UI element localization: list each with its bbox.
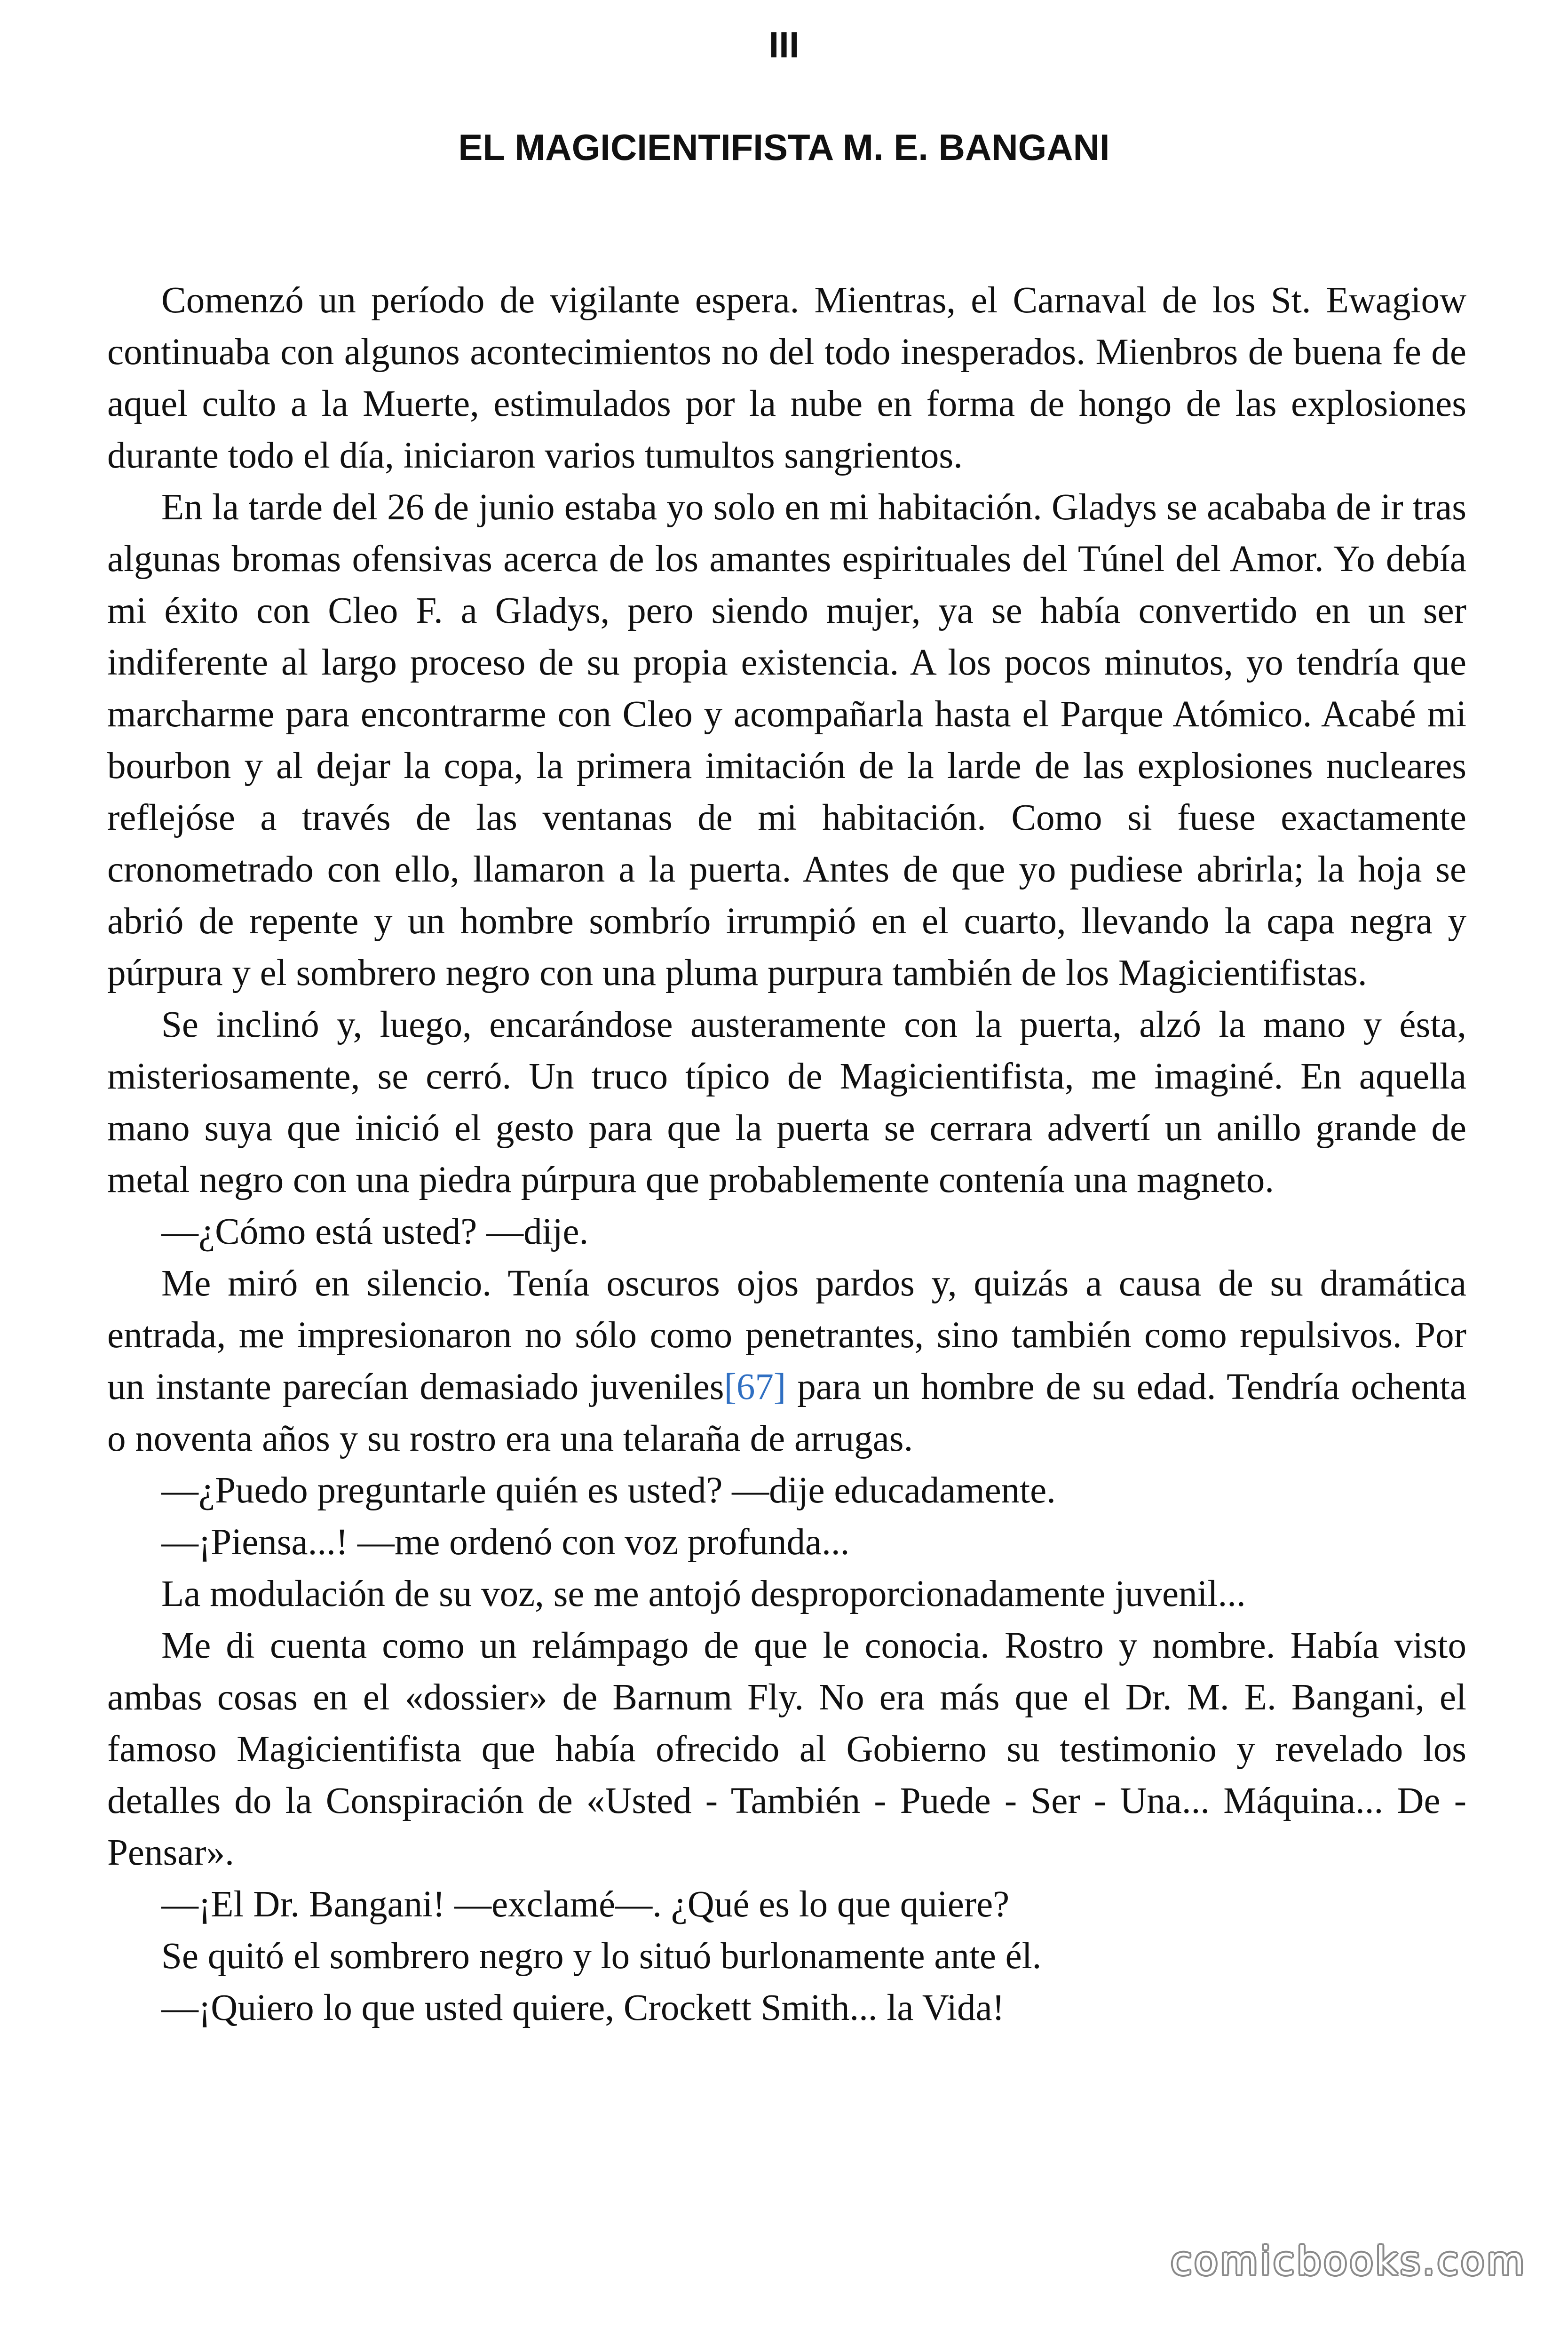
chapter-body [107,275,1466,2034]
paragraph: Se inclinó y, luego, encarándose austeramente con la puerta, alzó la mano y ésta, misteriosamente, se cerró. Un truco típico de Magicientifista, me imaginé. En aquella mano suya que inició el gesto para que la puerta se cerrara advertí un anillo grande de metal negro con una piedra púrpura que probablemente contenía una magneto. [107,1004,1466,1200]
paragraph-text-end: para un hombre de su edad. Tendría ochenta o noventa años y su rostro era una telaraña de arrugas. [107,1367,1467,1459]
paragraph: Me di cuenta como un relámpago de que le conocia. Rostro y nombre. Había visto ambas cosas en el «dossier» de Barnum Fly. No era más que el Dr. M. E. Bangani, el famoso Magicientifista que había ofrecido al Gobierno su testimonio y revelado los detalles do la Conspiración de «Usted - También - Puede - Ser - Una... Máquina... De - Pensar». [107,1625,1466,1873]
chapter-title: EL MAGICIENTIFISTA M. E. BANGANI [458,127,1110,168]
paragraph: —¡Quiero lo que usted quiere, Crockett Smith... la Vida! [161,1987,1005,2028]
footnote-link[interactable]: [67] [724,1367,786,1407]
paragraph: —¡Piensa...! —me ordenó con voz profunda... [161,1522,850,1563]
paragraph: —¡El Dr. Bangani! —exclamé—. ¿Qué es lo que quiere? [161,1884,1010,1925]
paragraph-with-footnote [107,1258,1466,1465]
paragraph: —¿Puedo preguntarle quién es usted? —dije educadamente. [161,1470,1056,1511]
paragraph: Se quitó el sombrero negro y lo situó burlonamente ante él. [161,1936,1042,1977]
chapter-number: III [768,24,800,65]
paragraph-text-start: Me miró en silencio. Tenía oscuros ojos pardos y, quizás a causa de su dramática entrada, me impresionaron no sólo como penetrantes, sino también como repulsivos. Por un instante parecían demasiado juveniles [107,1263,1466,1407]
paragraph: La modulación de su voz, se me antojó desproporcionadamente juvenil... [161,1573,1246,1614]
paragraph: Comenzó un período de vigilante espera. Mientras, el Carnaval de los St. Ewagiow continuaba con algunos acontecimientos no del todo inesperados. Mienbros de buena fe de aquel culto a la Muerte, estimulados por la nube en forma de hongo de las explosiones durante todo el día, iniciaron varios tumultos sangrientos. [107,280,1466,476]
paragraph: En la tarde del 26 de junio estaba yo solo en mi habitación. Gladys se acababa de ir tras algunas bromas ofensivas acerca de los amantes espirituales del Túnel del Amor. Yo debía mi éxito con Cleo F. a Gladys, pero siendo mujer, ya se había convertido en un ser indiferente al largo proceso de su propia existencia. A los pocos minutos, yo tendría que marcharme para encontrarme con Cleo y acompañarla hasta el Parque Atómico. Acabé mi bourbon y al dejar la copa, la primera imitación de la larde de las explosiones nucleares reflejóse a través de las ventanas de mi habitación. Como si fuese exactamente cronometrado con ello, llamaron a la puerta. Antes de que yo pudiese abrirla; la hoja se abrió de repente y un hombre sombrío irrumpió en el cuarto, llevando la capa negra y púrpura y el sombrero negro con una pluma purpura también de los Magicientifistas. [107,487,1466,993]
paragraph: —¿Cómo está usted? —dije. [161,1211,589,1252]
watermark: comicbooks.com [1171,2239,1527,2284]
